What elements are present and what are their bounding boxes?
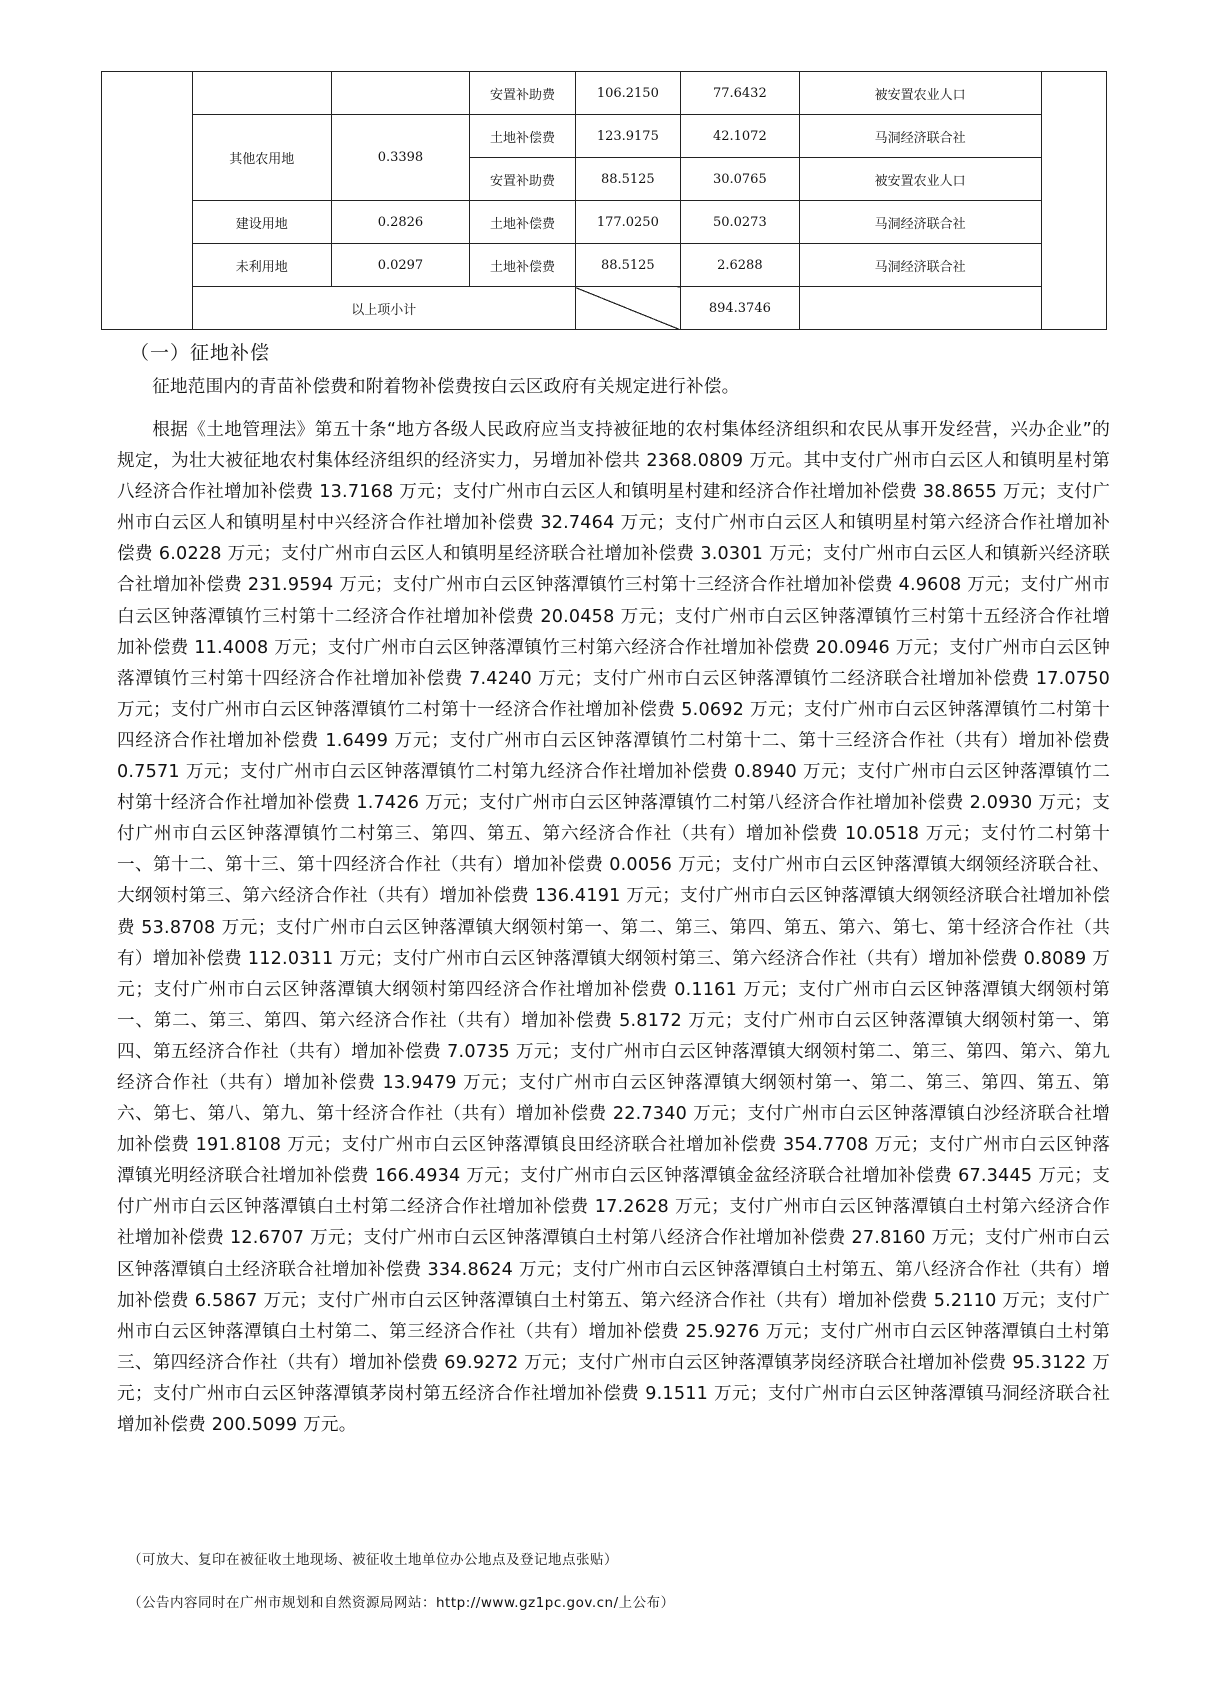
area-cell: 0.3398	[331, 115, 470, 201]
amount-cell: 30.0765	[681, 158, 800, 201]
fee-type-cell: 安置补助费	[470, 158, 575, 201]
fee-type-cell: 土地补偿费	[470, 244, 575, 287]
table-cell-blank	[192, 72, 331, 115]
body-paragraph: 征地范围内的青苗补偿费和附着物补偿费按白云区政府有关规定进行补偿。	[152, 377, 740, 397]
table-row	[102, 72, 1107, 115]
table-cell-blank	[1041, 72, 1106, 330]
payee-cell: 被安置农业人口	[799, 72, 1041, 115]
table-row	[102, 244, 1107, 287]
amount-cell: 77.6432	[681, 72, 800, 115]
amount-cell: 177.0250	[575, 201, 680, 244]
payee-cell: 被安置农业人口	[799, 158, 1041, 201]
subtotal-amount: 894.3746	[681, 287, 800, 330]
fee-type-cell: 土地补偿费	[470, 201, 575, 244]
fee-type-cell: 土地补偿费	[470, 115, 575, 158]
amount-cell: 106.2150	[575, 72, 680, 115]
table-cell-blank	[102, 72, 193, 330]
body-paragraph: 根据《土地管理法》第五十条“地方各级人民政府应当支持被征地的农村集体经济组织和农民从事开发经营，兴办企业”的规定，为壮大被征地农村集体经济组织的经济实力，另增加补偿共 2368.0809 万元。其中支付广州市白云区人和镇明星村第八经济合作社增加补偿费 13.7168 万元；支付广州市白云区人和镇明星村建和经济合作社增加补偿费 38.8655 万元；支付广州市白云区人和镇明星村中兴经济合作社增加补偿费 32.7464 万元；支付广州市白云区人和镇明星村第六经济合作社增加补偿费 6.0228 万元；支付广州市白云区人和镇明星经济联合社增加补偿费 3.0301 万元；支付广州市白云区人和镇新兴经济联合社增加补偿费 231.9594 万元；支付广州市白云区钟落潭镇竹三村第十三经济合作社增加补偿费 4.9608 万元；支付广州市白云区钟落潭镇竹三村第十二经济合作社增加补偿费 20.0458 万元；支付广州市白云区钟落潭镇竹三村第十五经济合作社增加补偿费 11.4008 万元；支付广州市白云区钟落潭镇竹三村第六经济合作社增加补偿费 20.0946 万元；支付广州市白云区钟落潭镇竹三村第十四经济合作社增加补偿费 7.4240 万元；支付广州市白云区钟落潭镇竹二经济联合社增加补偿费 17.0750 万元；支付广州市白云区钟落潭镇竹二村第十一经济合作社增加补偿费 5.0692 万元；支付广州市白云区钟落潭镇竹二村第十四经济合作社增加补偿费 1.6499 万元；支付广州市白云区钟落潭镇竹二村第十二、第十三经济合作社（共有）增加补偿费 0.7571 万元；支付广州市白云区钟落潭镇竹二村第九经济合作社增加补偿费 0.8940 万元；支付广州市白云区钟落潭镇竹二村第十经济合作社增加补偿费 1.7426 万元；支付广州市白云区钟落潭镇竹二村第八经济合作社增加补偿费 2.0930 万元；支付广州市白云区钟落潭镇竹二村第三、第四、第五、第六经济合作社（共有）增加补偿费 10.0518 万元；支付竹二村第十一、第十二、第十三、第十四经济合作社（共有）增加补偿费 0.0056 万元；支付广州市白云区钟落潭镇大纲领经济联合社、大纲领村第三、第六经济合作社（共有）增加补偿费 136.4191 万元；支付广州市白云区钟落潭镇大纲领经济联合社增加补偿费 53.8708 万元；支付广州市白云区钟落潭镇大纲领村第一、第二、第三、第四、第五、第六、第七、第十经济合作社（共有）增加补偿费 112.0311 万元；支付广州市白云区钟落潭镇大纲领村第三、第六经济合作社（共有）增加补偿费 0.8089 万元；支付广州市白云区钟落潭镇大纲领村第四经济合作社增加补偿费 0.1161 万元；支付广州市白云区钟落潭镇大纲领村第一、第二、第三、第四、第六经济合作社（共有）增加补偿费 5.8172 万元；支付广州市白云区钟落潭镇大纲领村第一、第四、第五经济合作社（共有）增加补偿费 7.0735 万元；支付广州市白云区钟落潭镇大纲领村第二、第三、第四、第六、第九经济合作社（共有）增加补偿费 13.9479 万元；支付广州市白云区钟落潭镇大纲领村第一、第二、第三、第四、第五、第六、第七、第八、第九、第十经济合作社（共有）增加补偿费 22.7340 万元；支付广州市白云区钟落潭镇白沙经济联合社增加补偿费 191.8108 万元；支付广州市白云区钟落潭镇良田经济联合社增加补偿费 354.7708 万元；支付广州市白云区钟落潭镇光明经济联合社增加补偿费 166.4934 万元；支付广州市白云区钟落潭镇金盆经济联合社增加补偿费 67.3445 万元；支付广州市白云区钟落潭镇白土村第二经济合作社增加补偿费 17.2628 万元；支付广州市白云区钟落潭镇白土村第六经济合作社增加补偿费 12.6707 万元；支付广州市白云区钟落潭镇白土村第八经济合作社增加补偿费 27.8160 万元；支付广州市白云区钟落潭镇白土经济联合社增加补偿费 334.8624 万元；支付广州市白云区钟落潭镇白土村第五、第八经济合作社（共有）增加补偿费 6.5867 万元；支付广州市白云区钟落潭镇白土村第五、第六经济合作社（共有）增加补偿费 5.2110 万元；支付广州市白云区钟落潭镇白土村第二、第三经济合作社（共有）增加补偿费 25.9276 万元；支付广州市白云区钟落潭镇白土村第三、第四经济合作社（共有）增加补偿费 69.9272 万元；支付广州市白云区钟落潭镇茅岗经济联合社增加补偿费 95.3122 万元；支付广州市白云区钟落潭镇茅岗村第五经济合作社增加补偿费 9.1511 万元；支付广州市白云区钟落潭镇马洞经济联合社增加补偿费 200.5099 万元。	[117, 420, 1110, 1435]
table-row	[102, 201, 1107, 244]
land-category-cell: 未利用地	[192, 244, 331, 287]
payee-cell: 马洞经济联合社	[799, 115, 1041, 158]
website-note: （公告内容同时在广州市规划和自然资源局网站：http://www.gz1pc.gov.cn/上公布）	[128, 1595, 675, 1611]
amount-cell: 88.5125	[575, 244, 680, 287]
land-category-cell: 其他农用地	[192, 115, 331, 201]
amount-cell: 50.0273	[681, 201, 800, 244]
table-row	[102, 115, 1107, 158]
compensation-table	[101, 71, 1107, 330]
amount-cell: 123.9175	[575, 115, 680, 158]
land-category-cell: 建设用地	[192, 201, 331, 244]
amount-cell: 2.6288	[681, 244, 800, 287]
payee-cell: 马洞经济联合社	[799, 244, 1041, 287]
subtotal-label: 以上项小计	[192, 287, 575, 330]
area-cell: 0.2826	[331, 201, 470, 244]
area-cell: 0.0297	[331, 244, 470, 287]
amount-cell: 42.1072	[681, 115, 800, 158]
section-heading: （一）征地补偿	[130, 342, 271, 364]
table-cell-blank	[331, 72, 470, 115]
subtotal-row	[102, 287, 1107, 330]
diagonal-cell	[575, 287, 680, 330]
amount-cell: 88.5125	[575, 158, 680, 201]
fee-type-cell: 安置补助费	[470, 72, 575, 115]
posting-note: （可放大、复印在被征收土地现场、被征收土地单位办公地点及登记地点张贴）	[128, 1552, 618, 1568]
payee-cell: 马洞经济联合社	[799, 201, 1041, 244]
table-cell-blank	[799, 287, 1041, 330]
